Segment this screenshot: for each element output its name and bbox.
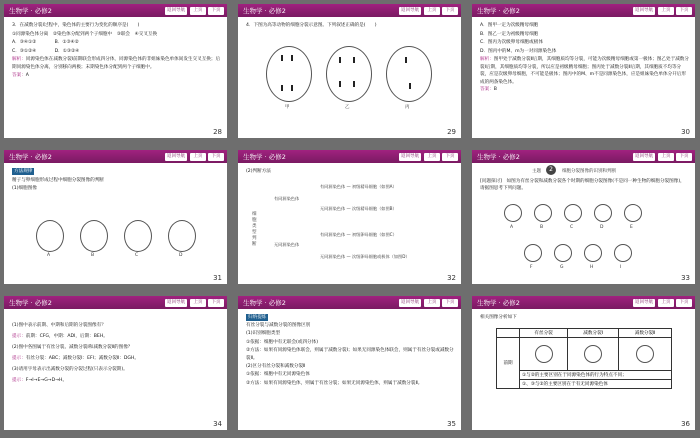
table-note: ①与②的主要区别在于同源染色体的行为特点不同； [520,371,672,380]
table-header: 减数分裂Ⅱ [619,329,672,338]
subheading: (2)区分有丝分裂和减数分裂Ⅱ [246,364,306,370]
tree-leaf: 有同源染色体 — 初级卵母细胞（如图C） [320,232,397,237]
return-nav-button[interactable]: 返回导航 [167,8,185,13]
cell-diagram [535,345,553,363]
answer-label: 答案： [12,72,26,78]
answer-text: B [493,87,497,92]
table-row [497,380,672,389]
cell-label: B [91,253,95,258]
cell-label: A [47,253,51,258]
slide-thumbnail-31[interactable] [4,150,227,284]
table-header: 减数分裂Ⅰ [568,329,619,338]
cell-label: A [510,225,514,230]
course-title: 生物学 · 必修2 [243,7,286,15]
next-page-button[interactable]: 下页 [208,7,224,15]
return-nav-button[interactable]: 返回导航 [167,300,185,305]
table-row [497,338,672,371]
return-nav-button[interactable]: 返回导航 [167,154,185,159]
course-title: 生物学 · 必修2 [477,7,520,15]
subheading: (1)识别细胞类型 [246,331,281,337]
return-nav-button[interactable]: 返回导航 [635,8,653,13]
return-nav-button[interactable]: 返回导航 [635,154,653,159]
slide-thumbnail-29[interactable] [238,4,461,138]
cell-diagram-d [168,220,196,252]
cell-label: C [135,253,139,258]
slide-body [246,314,455,388]
prev-page-button[interactable]: 上页 [424,7,440,15]
cell-diagram-f [524,244,542,262]
analysis-text: 同源染色体在减数分裂Ⅰ前期联会形成四分体，同源染色体的非姐妹染色单体间发生交叉互换；后期同源染色体分离，分别移向两极；末期染色体分配到两个子细胞中。 [12,57,221,70]
slide-header [4,4,227,17]
slide-header [4,150,227,163]
question-choice: A．图甲一定为次级精母细胞 [480,23,539,28]
section-tag: 归纳提炼 [248,315,267,320]
question-choice: C．③①②④ D．①③②④ [12,48,80,54]
subheading: (1)细胞图像 [12,186,37,192]
cell-diagram-bing [386,46,432,102]
prev-page-button[interactable]: 上页 [658,153,674,161]
slide-header [238,150,461,163]
section-tag: 方法规律 [14,169,33,174]
question-text: (3)请用字母表示出减数分裂的分裂过程(只表示分裂期)。 [12,367,128,372]
cell-label: G [560,265,564,270]
question-text: 4．下图为高等动物的细胞分裂示意图。下列叙述正确的是( ) [246,23,377,28]
chromosome [409,83,411,89]
analysis-text: 图甲处于减数分裂Ⅱ后期，其细胞质均等分裂，可能为次级精母细胞或第一极体；图乙处于减数分裂Ⅰ后期，其细胞质均等分裂，所以应是初级精母细胞；图丙处于减数分裂Ⅱ后期，其细胞质不均等分裂，应是次级卵母细胞，不可能是极体；图丙中的M、m不是同源染色体，应是姐妹染色单体分开后形成的两条染色体。 [480,57,689,85]
table-note: ①、③与②的主要区别在于有无同源染色体 [520,380,672,389]
hint-line [12,331,221,342]
course-title: 生物学 · 必修2 [477,299,520,307]
table-header-row [497,329,672,338]
slide-thumbnail-28[interactable] [4,4,227,138]
prev-page-button[interactable]: 上页 [424,299,440,307]
next-page-button[interactable]: 下页 [208,299,224,307]
cell-label: C [570,225,574,230]
slide-body [12,320,221,386]
chromosome [291,85,293,91]
course-title: 生物学 · 必修2 [9,299,52,307]
slide-thumbnail-30[interactable] [472,4,695,138]
prev-page-button[interactable]: 上页 [190,7,206,15]
answer-line [480,86,689,95]
cell-diagram-a [504,204,522,222]
cell-diagram-c [564,204,582,222]
hint-label: 提示： [12,356,26,361]
section-heading: 精子与卵细胞形成过程中细胞分裂图像的判断 [12,177,104,183]
slide-thumbnail-36[interactable] [472,296,695,430]
prev-page-button[interactable]: 上页 [658,7,674,15]
table-header: 有丝分裂 [520,329,568,338]
slide-body [12,168,221,194]
hint-label: 提示： [12,378,26,383]
tree-leaf: 有同源染色体 — 初级精母细胞（如图A） [320,184,397,189]
cell-diagram-b [534,204,552,222]
tree-leaf: 无同源染色体 — 次级卵母细胞或极体（如图D） [320,254,410,259]
cell-diagram-jia [266,46,312,102]
cell-label: E [630,225,633,230]
slide-header [238,296,461,309]
question-choice: B．图乙一定为初级精母细胞 [480,31,539,37]
cell-diagram-g [554,244,572,262]
chromosome [405,57,407,63]
question-text: 3．在减数分裂Ⅰ过程中，染色体的主要行为变化的顺序是( ) [12,23,140,28]
question-choice: A．③④①② B．①③④② [12,40,79,46]
return-nav-button[interactable]: 返回导航 [401,300,419,305]
table-cell-diagram [520,338,568,371]
next-page-button[interactable]: 下页 [442,299,458,307]
analysis-paragraph [12,56,221,71]
slide-thumbnail-32[interactable] [238,150,461,284]
course-title: 生物学 · 必修2 [243,299,286,307]
slide-header [472,150,695,163]
return-nav-button[interactable]: 返回导航 [635,300,653,305]
next-page-button[interactable]: 下页 [208,153,224,161]
page-number: 29 [447,128,456,136]
chromosome [281,55,283,61]
problem-intro: [问题探讨] 如图为有丝分裂和减数分裂各个时期的细胞分裂图像(不是同一种生物的细胞分裂图像)，请据图思考下列问题。 [480,179,685,192]
hint-line [12,353,221,364]
slide-header [4,296,227,309]
table-cell-diagram [619,338,672,371]
prev-page-button[interactable]: 上页 [190,153,206,161]
cell-label: F [530,265,533,270]
cell-diagram-yi [326,46,372,102]
slide-body [480,178,689,193]
slide-body [246,168,455,177]
hint-text: 有丝分裂：ABC；减数分裂Ⅰ：EFI；减数分裂Ⅱ：DGH。 [25,356,139,361]
prev-page-button[interactable]: 上页 [190,299,206,307]
page-number: 35 [447,420,456,428]
cell-diagram-c [124,220,152,252]
chromosome [339,57,341,63]
page-number: 34 [213,420,222,428]
next-page-button[interactable]: 下页 [442,153,458,161]
page-number: 36 [681,420,690,428]
row-label: 前期 [497,338,520,389]
section-heading: 相关图像分析如下 [480,315,517,320]
return-nav-button[interactable]: 返回导航 [401,154,419,159]
course-title: 生物学 · 必修2 [9,153,52,161]
cell-label: B [540,225,544,230]
course-title: 生物学 · 必修2 [9,7,52,15]
cell-diagram [636,345,654,363]
page-number: 28 [213,128,222,136]
page-number: 30 [681,128,690,136]
topic-badge: 2 [546,165,556,175]
question-choice: C．图丙为次级卵母细胞或极体 [480,40,543,46]
topic-label: 主题 [532,169,541,174]
method-text: ②方法：如果有同源染色体联会，则属于减数分裂Ⅰ；如果无同源染色体联会，则属于有丝分裂或减数分裂Ⅱ。 [246,347,454,362]
table-corner [497,329,520,338]
analysis-paragraph [480,56,689,86]
next-page-button[interactable]: 下页 [676,299,692,307]
criterion-text: ①依据：细胞中有无同源染色体 [246,372,310,378]
slide-body [480,22,689,95]
subheading: (2)判断方法 [246,169,271,174]
slide-body [246,22,455,31]
cell-label: H [590,265,594,270]
chromosome [339,81,341,87]
topic-title: 细胞分裂图像的识别和判断 [562,169,616,174]
answer-label: 答案： [480,87,494,92]
cell-diagram [584,345,602,363]
page-number: 32 [447,274,456,282]
cell-label: 甲 [285,105,290,110]
hint-text: F→I→E→G→D→H。 [25,378,68,383]
table-row [497,371,672,380]
return-nav-button[interactable]: 返回导航 [401,8,419,13]
analysis-label: 解析： [480,57,494,63]
prev-page-button[interactable]: 上页 [424,153,440,161]
cell-label: D [179,253,183,258]
slide-header [238,4,461,17]
slide-body [480,314,689,323]
tree-branch: 无同源染色体 [274,242,300,247]
course-title: 生物学 · 必修2 [243,153,286,161]
slide-header [472,296,695,309]
analysis-label: 解析： [12,57,26,63]
next-page-button[interactable]: 下页 [676,153,692,161]
chromosome [281,85,283,91]
hint-text: 前期：CFG，中期：ADI，后期：BEH。 [25,334,108,339]
tree-leaf: 无同源染色体 — 次级精母细胞（如图B） [320,206,397,211]
slide-thumbnail-35[interactable] [238,296,461,430]
slide-header [472,4,695,17]
cell-diagram-i [614,244,632,262]
next-page-button[interactable]: 下页 [442,7,458,15]
cell-diagram-d [594,204,612,222]
tree-branch: 有同源染色体 [274,196,300,201]
criterion-text: ①依据：细胞中有无联会(或四分体) [246,339,319,345]
question-text: (1)图中表示前期、中期和后期的分裂图像有？ [12,323,106,328]
hint-line [12,375,221,386]
answer-text: A [25,72,29,78]
cell-diagram-b [80,220,108,252]
chromosome [353,57,355,63]
answer-line [12,72,221,81]
question-text: (2)图中各图属于有丝分裂、减数分裂Ⅰ和减数分裂Ⅱ的图像？ [12,345,133,350]
next-page-button[interactable]: 下页 [676,7,692,15]
cell-diagram-h [584,244,602,262]
page-number: 33 [681,274,690,282]
cell-label: I [620,265,622,270]
slide-thumbnail-33[interactable] [472,150,695,284]
course-title: 生物学 · 必修2 [477,153,520,161]
cell-label: D [600,225,604,230]
question-choice: D．图丙中的M、m为一对同源染色体 [480,48,557,54]
cell-label: 丙 [405,105,410,110]
cell-label: 乙 [345,105,350,110]
question-options: ①同源染色体分离 ②染色体分配到两个子细胞中 ③联会 ④交叉互换 [12,31,158,37]
method-text: ②方法：如果有同源染色体，则属于有丝分裂；如果无同源染色体，则属于减数分裂Ⅱ。 [246,380,423,386]
prev-page-button[interactable]: 上页 [658,299,674,307]
cell-diagram-a [36,220,64,252]
hint-label: 提示： [12,334,26,339]
comparison-table [496,328,672,389]
slide-thumbnail-34[interactable] [4,296,227,430]
slide-body [12,22,221,80]
chromosome [353,81,355,87]
table-cell-diagram [568,338,619,371]
cell-diagram-e [624,204,642,222]
page-number: 31 [213,274,222,282]
chromosome [291,55,293,61]
tree-root: 细胞类型判断 [252,212,257,247]
section-heading: 有丝分裂与减数分裂的图像区别 [246,323,311,329]
